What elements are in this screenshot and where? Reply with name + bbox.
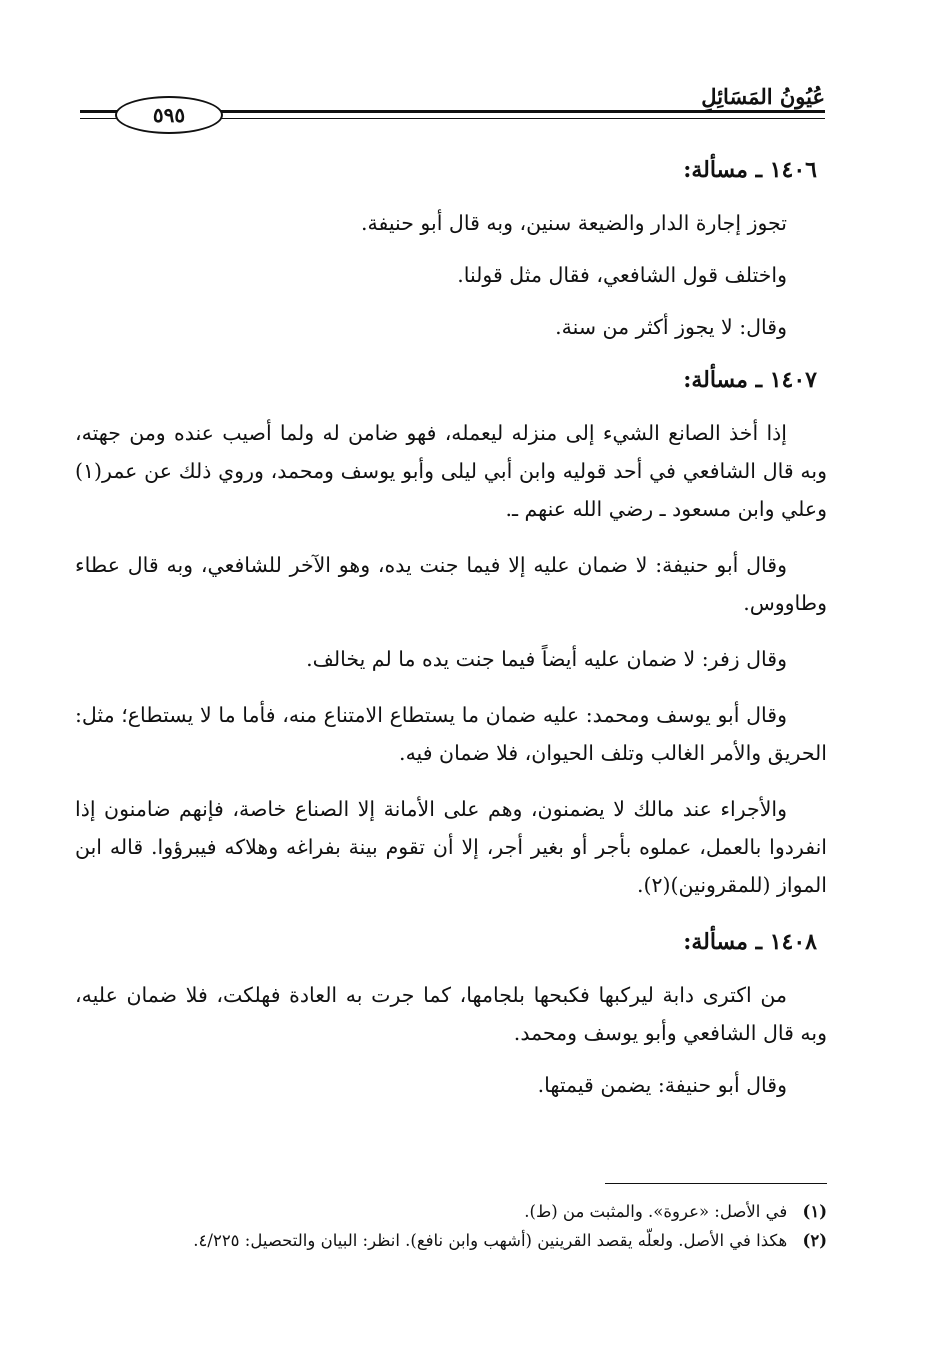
footnote-text: هكذا في الأصل. ولعلّه يقصد القرينين (أشهب وابن نافع). انظر: البيان والتحصيل: ٤/٢٢٥.	[193, 1231, 788, 1250]
paragraph: وقال: لا يجوز أكثر من سنة.	[555, 315, 787, 339]
page-number	[115, 96, 223, 134]
section-heading: ١٤٠٧ ـ مسألة:	[683, 367, 817, 393]
page-header	[80, 70, 825, 130]
footnote-mark: (١)	[802, 1202, 827, 1221]
paragraph: وقال زفر: لا ضمان عليه أيضاً فيما جنت يده ما لم يخالف.	[306, 647, 787, 671]
footnote-mark: (٢)	[802, 1231, 827, 1250]
footnote	[70, 1226, 827, 1255]
paragraph: والأجراء عند مالك لا يضمنون، وهم على الأمانة إلا الصناع خاصة، فإنهم ضامنون إذا انفردوا بالعمل، عملوه بأجر أو بغير أجر، إلا أن تقوم بينة بفراغه وهلاكه فيبرؤوا. قاله ابن المواز (للمقرونين)(٢).	[75, 797, 827, 897]
footnote-text: في الأصل: «عروة». والمثبت من (ط).	[524, 1202, 788, 1221]
section-heading: ١٤٠٨ ـ مسألة:	[683, 929, 817, 955]
footnotes	[70, 1197, 827, 1255]
running-title: عُيُونُ المَسَائِلِ	[701, 84, 825, 109]
paragraph: تجوز إجارة الدار والضيعة سنين، وبه قال أبو حنيفة.	[360, 211, 787, 235]
paragraph: وقال أبو حنيفة: لا ضمان عليه إلا فيما جنت يده، وهو الآخر للشافعي، وبه قال عطاء وطاووس.	[75, 553, 827, 615]
section-heading: ١٤٠٦ ـ مسألة:	[683, 157, 817, 183]
paragraph: إذا أخذ الصانع الشيء إلى منزله ليعمله، فهو ضامن له ولما أصيب عنده ومن جهته، وبه قال الشافعي في أحد قوليه وابن أبي ليلى وأبو يوسف ومحمد، وروي ذلك عن عمر(١) وعلي وابن مسعود ـ رضي الله عنهم ـ.	[75, 421, 827, 521]
paragraph: واختلف قول الشافعي، فقال مثل قولنا.	[457, 263, 787, 287]
paragraph: من اكترى دابة ليركبها فكبحها بلجامها، كما جرت به العادة فهلكت، فلا ضمان عليه، وبه قال الشافعي وأبو يوسف ومحمد.	[75, 983, 827, 1045]
paragraph: وقال أبو يوسف ومحمد: عليه ضمان ما يستطاع الامتناع منه، فأما ما لا يستطاع؛ مثل: الحريق والأمر الغالب وتلف الحيوان، فلا ضمان فيه.	[75, 703, 827, 765]
main-text	[75, 150, 827, 1104]
footnote-separator	[605, 1183, 827, 1184]
footnote	[70, 1197, 827, 1226]
page-number-text: ٥٩٥	[152, 103, 186, 127]
paragraph: وقال أبو حنيفة: يضمن قيمتها.	[537, 1073, 787, 1097]
